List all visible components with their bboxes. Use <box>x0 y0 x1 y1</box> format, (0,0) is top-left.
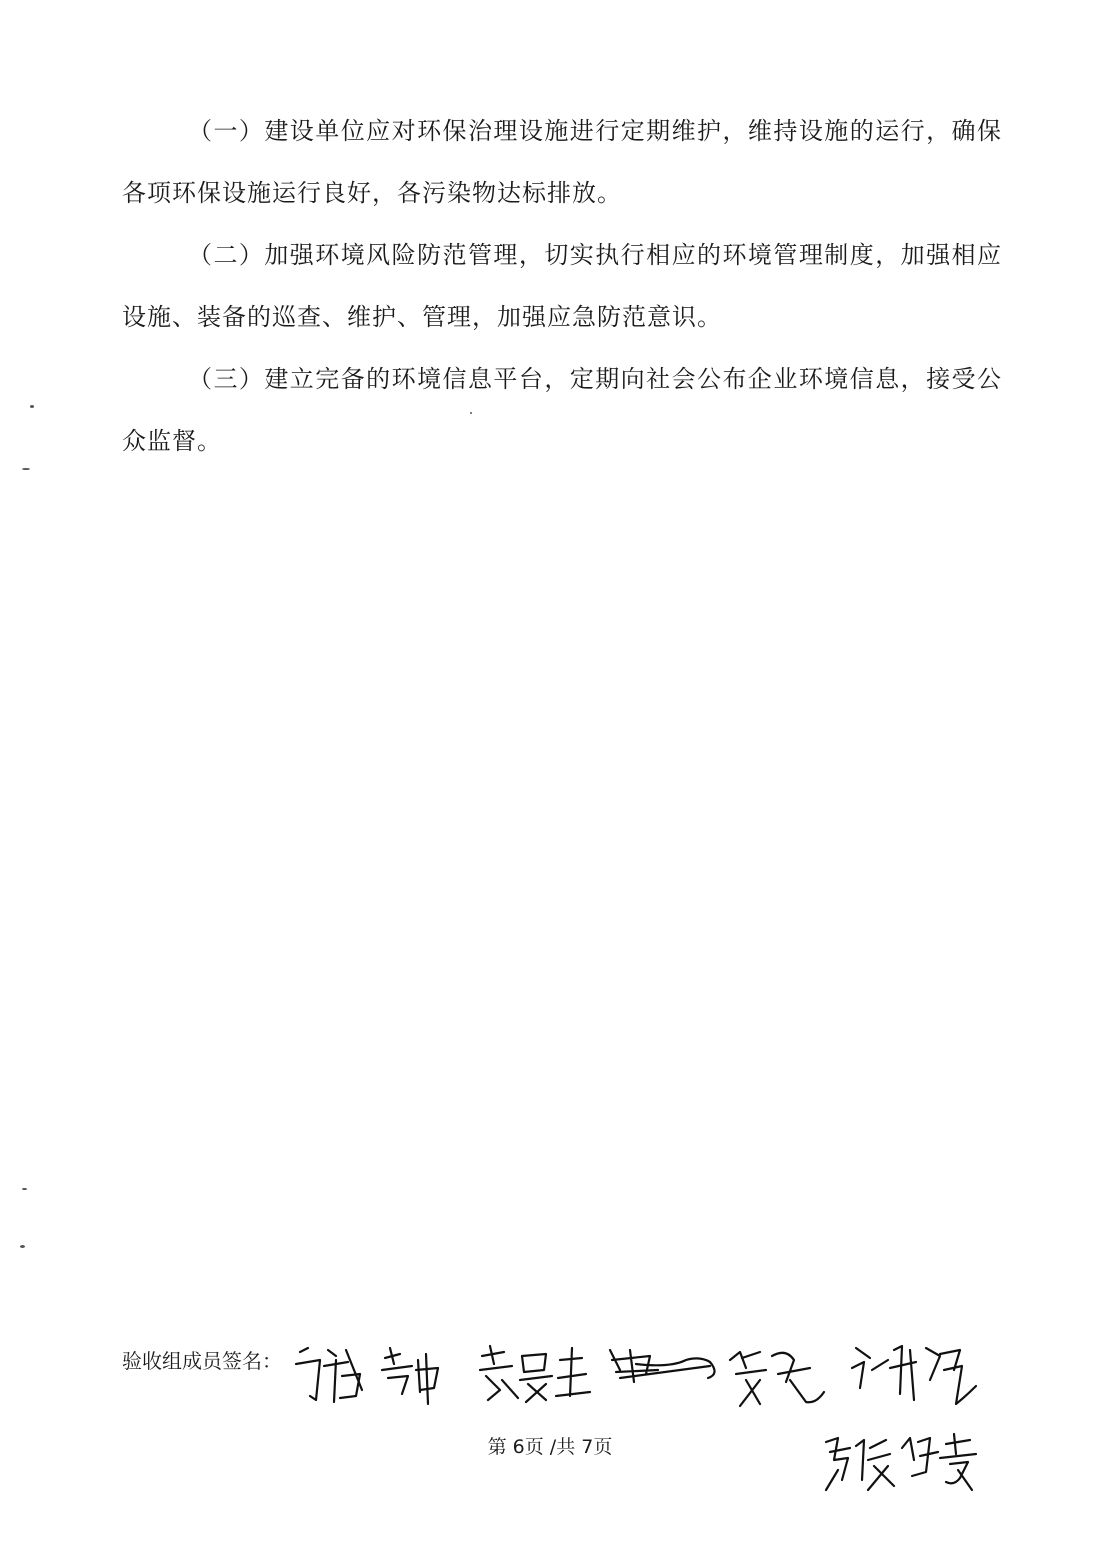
page-number: 第 6页 /共 7页 <box>487 1436 613 1458</box>
scan-speck <box>30 405 34 408</box>
paragraph-1: （一）建设单位应对环保治理设施进行定期维护，维持设施的运行，确保各项环保设施运行良好，各污染物达标排放。 <box>122 117 1002 207</box>
signature-3 <box>480 1346 590 1402</box>
signature-label: 验收组成员签名： <box>122 1349 282 1373</box>
signature-4 <box>610 1350 715 1382</box>
signature-6 <box>852 1346 976 1404</box>
signature-2 <box>382 1348 438 1404</box>
scan-speck <box>22 1188 27 1190</box>
paragraph-3: （三）建立完备的环境信息平台，定期向社会公布企业环境信息，接受公众监督。 <box>122 365 1002 455</box>
signature-5 <box>730 1352 824 1406</box>
scan-speck <box>22 468 30 470</box>
scan-speck <box>470 412 472 414</box>
scan-speck <box>20 1245 25 1248</box>
handwritten-signatures <box>290 1330 1010 1520</box>
paragraph-2: （二）加强环境风险防范管理，切实执行相应的环境管理制度，加强相应设施、装备的巡查、维护、管理，加强应急防范意识。 <box>122 241 1002 331</box>
signature-1 <box>296 1348 362 1402</box>
body-text <box>122 100 1002 472</box>
